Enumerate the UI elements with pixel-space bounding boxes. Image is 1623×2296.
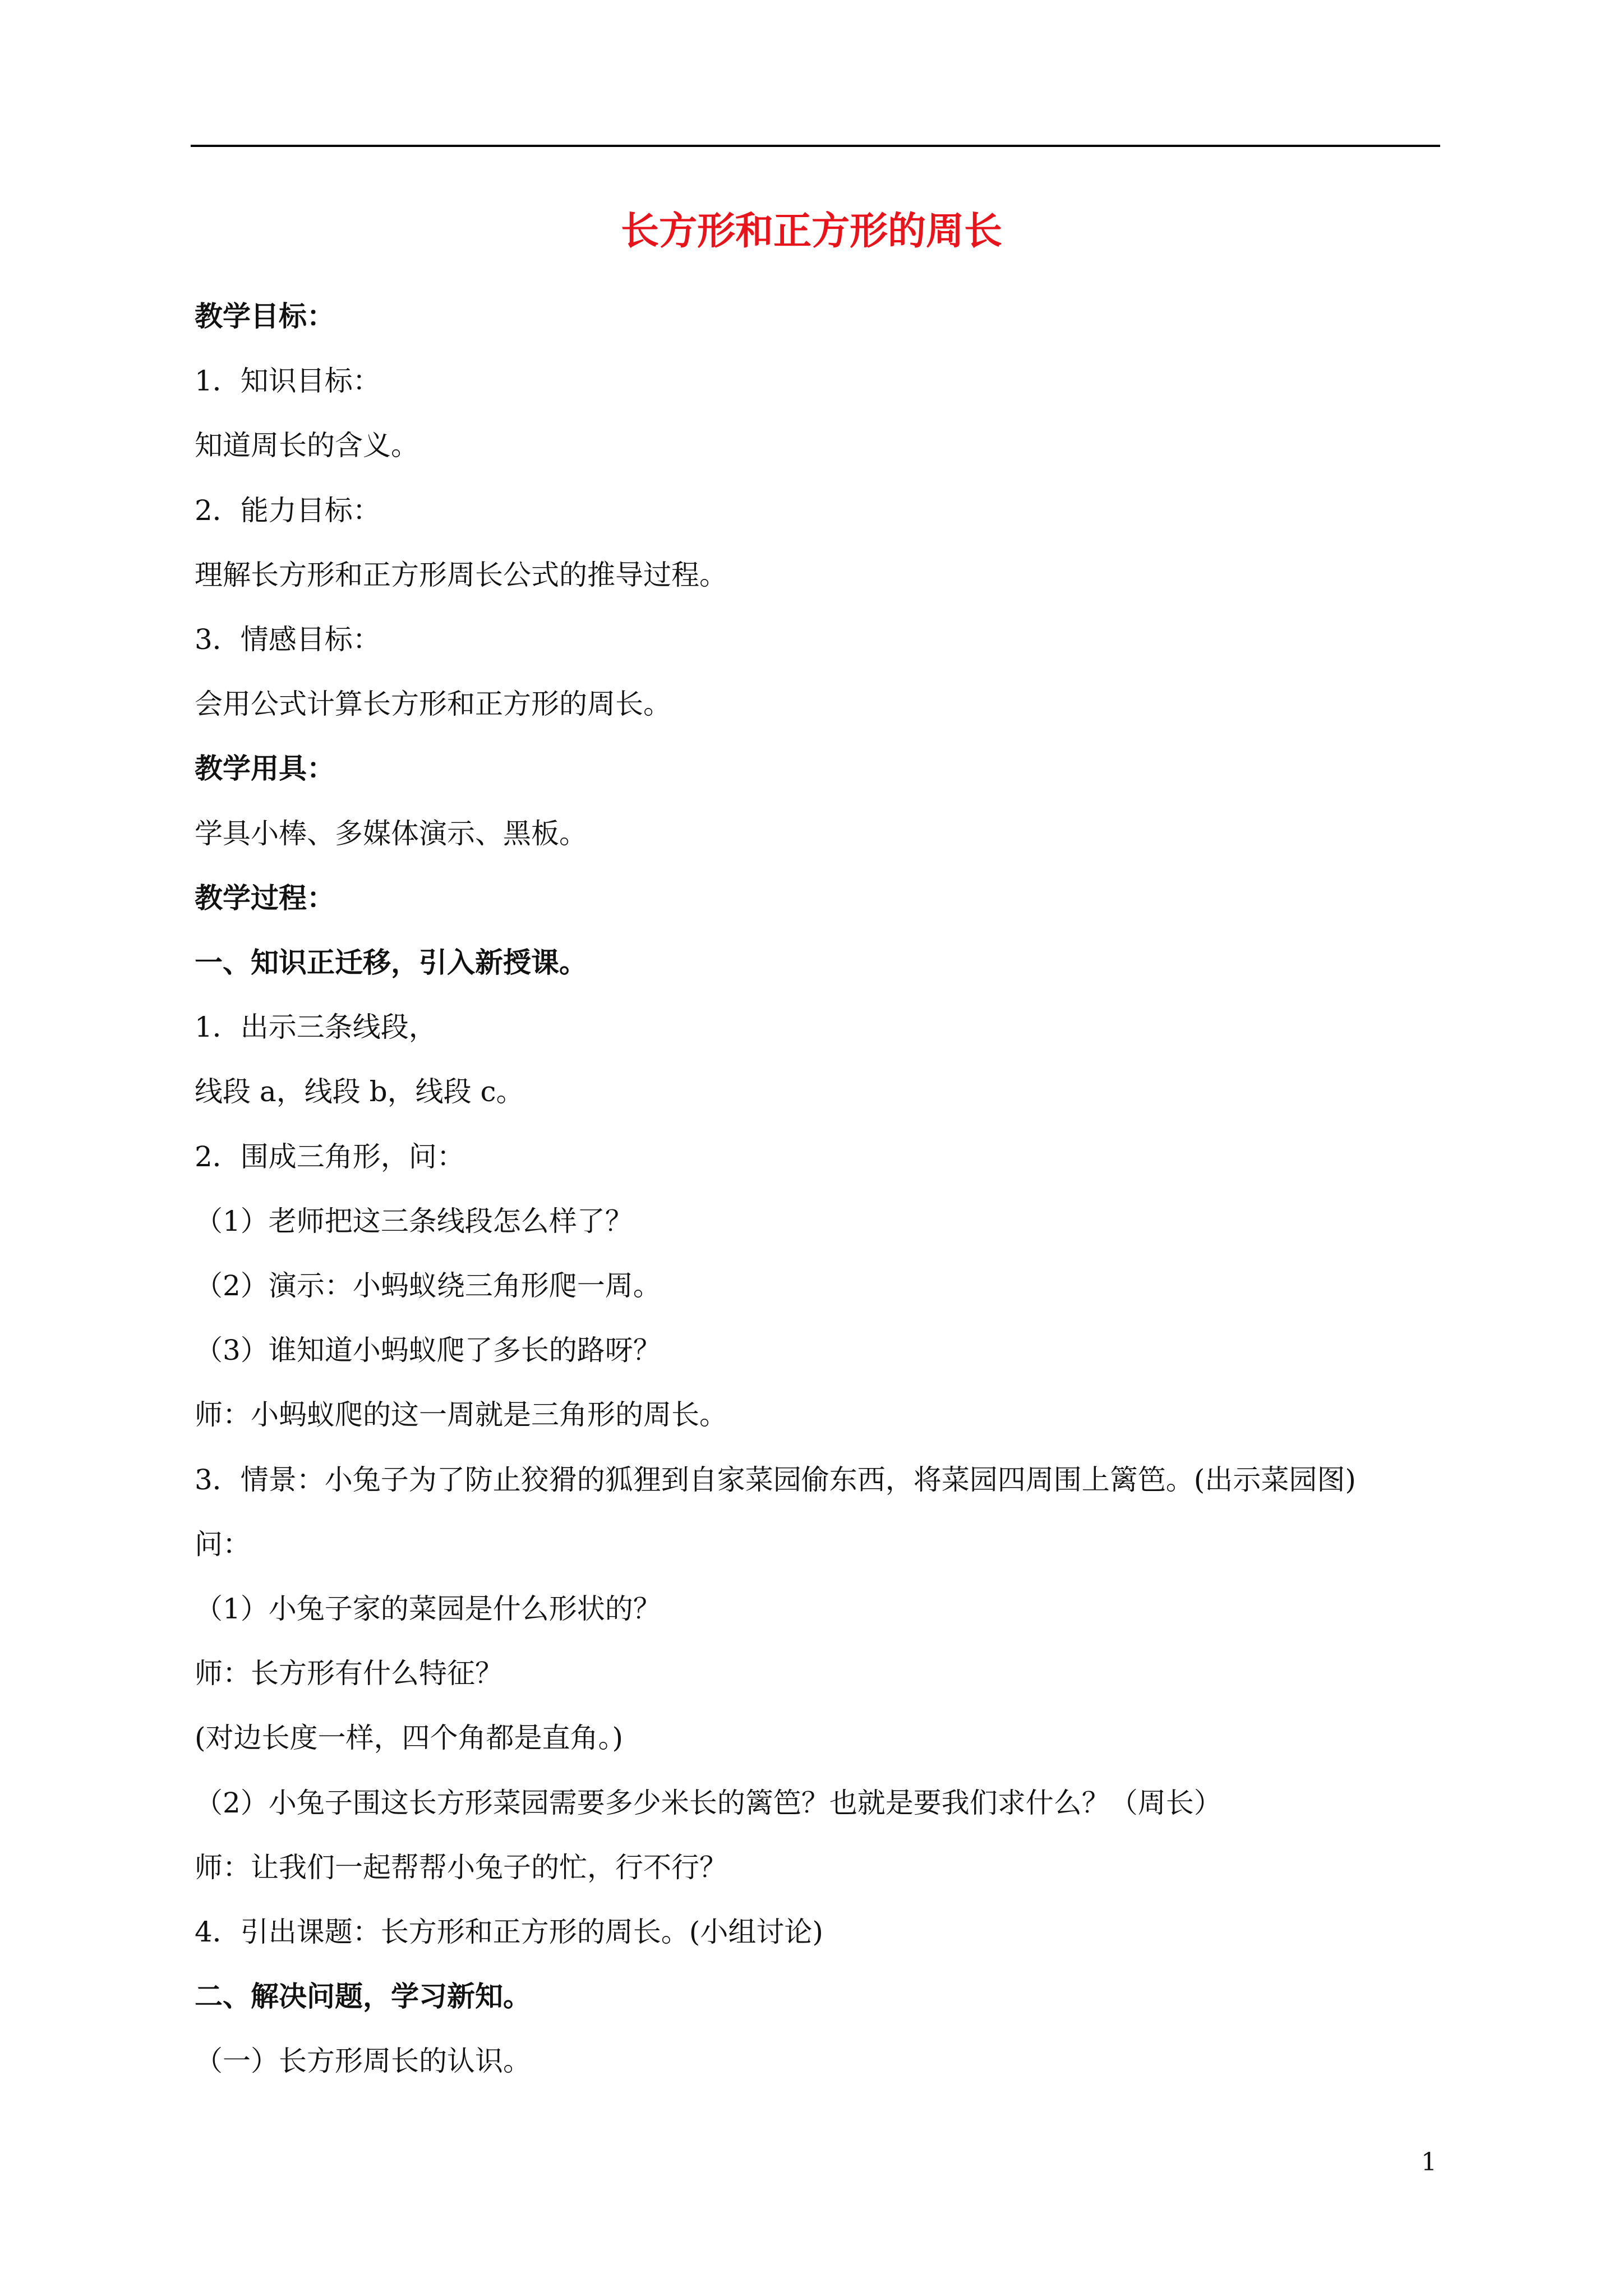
- body-line: (对边长度一样，四个角都是直角。): [195, 1722, 624, 1754]
- body-line: 1．出示三条线段，: [195, 1011, 437, 1043]
- body-line: 3．情景：小兔子为了防止狡猾的狐狸到自家菜园偷东西，将菜园四周围上篱笆。(出示菜园图): [195, 1464, 1356, 1496]
- body-line: 师：小蚂蚁爬的这一周就是三角形的周长。: [195, 1398, 727, 1431]
- body-line: 4．引出课题：长方形和正方形的周长。(小组讨论): [195, 1916, 823, 1948]
- body-line: 理解长方形和正方形周长公式的推导过程。: [195, 559, 727, 591]
- section-heading: 一、知识正迁移，引入新授课。: [195, 946, 587, 979]
- body-line: （1）小兔子家的菜园是什么形状的？: [195, 1593, 661, 1625]
- body-line: 会用公式计算长方形和正方形的周长。: [195, 688, 671, 720]
- body-line: 问：: [195, 1528, 251, 1561]
- body-line: （3）谁知道小蚂蚁爬了多长的路呀？: [195, 1334, 661, 1366]
- section-heading: 二、解决问题，学习新知。: [195, 1980, 531, 2013]
- body-line: （2）小兔子围这长方形菜园需要多少米长的篱笆？也就是要我们求什么？（周长）: [195, 1787, 1222, 1819]
- body-line: 师：让我们一起帮帮小兔子的忙，行不行？: [195, 1851, 727, 1884]
- body-line: 3．情感目标：: [195, 623, 381, 656]
- section-heading: 教学过程：: [195, 881, 335, 914]
- body-line: 学具小棒、多媒体演示、黑板。: [195, 817, 587, 850]
- section-heading: 教学用具：: [195, 752, 335, 785]
- body-line: 知道周长的含义。: [195, 429, 419, 462]
- body-line: 1．知识目标：: [195, 365, 381, 397]
- body-line: 线段 a，线段 b，线段 c。: [195, 1075, 524, 1108]
- body-line: 2．围成三角形，问：: [195, 1140, 465, 1173]
- body-line: （1）老师把这三条线段怎么样了？: [195, 1205, 633, 1237]
- page-number: 1: [1421, 2148, 1437, 2177]
- body-line: 2．能力目标：: [195, 494, 381, 527]
- body-line: （一）长方形周长的认识。: [195, 2045, 531, 2077]
- section-heading: 教学目标：: [195, 300, 335, 333]
- body-line: （2）演示：小蚂蚁绕三角形爬一周。: [195, 1269, 661, 1302]
- document-title: 长方形和正方形的周长: [620, 209, 1002, 254]
- body-line: 师：长方形有什么特征？: [195, 1657, 503, 1690]
